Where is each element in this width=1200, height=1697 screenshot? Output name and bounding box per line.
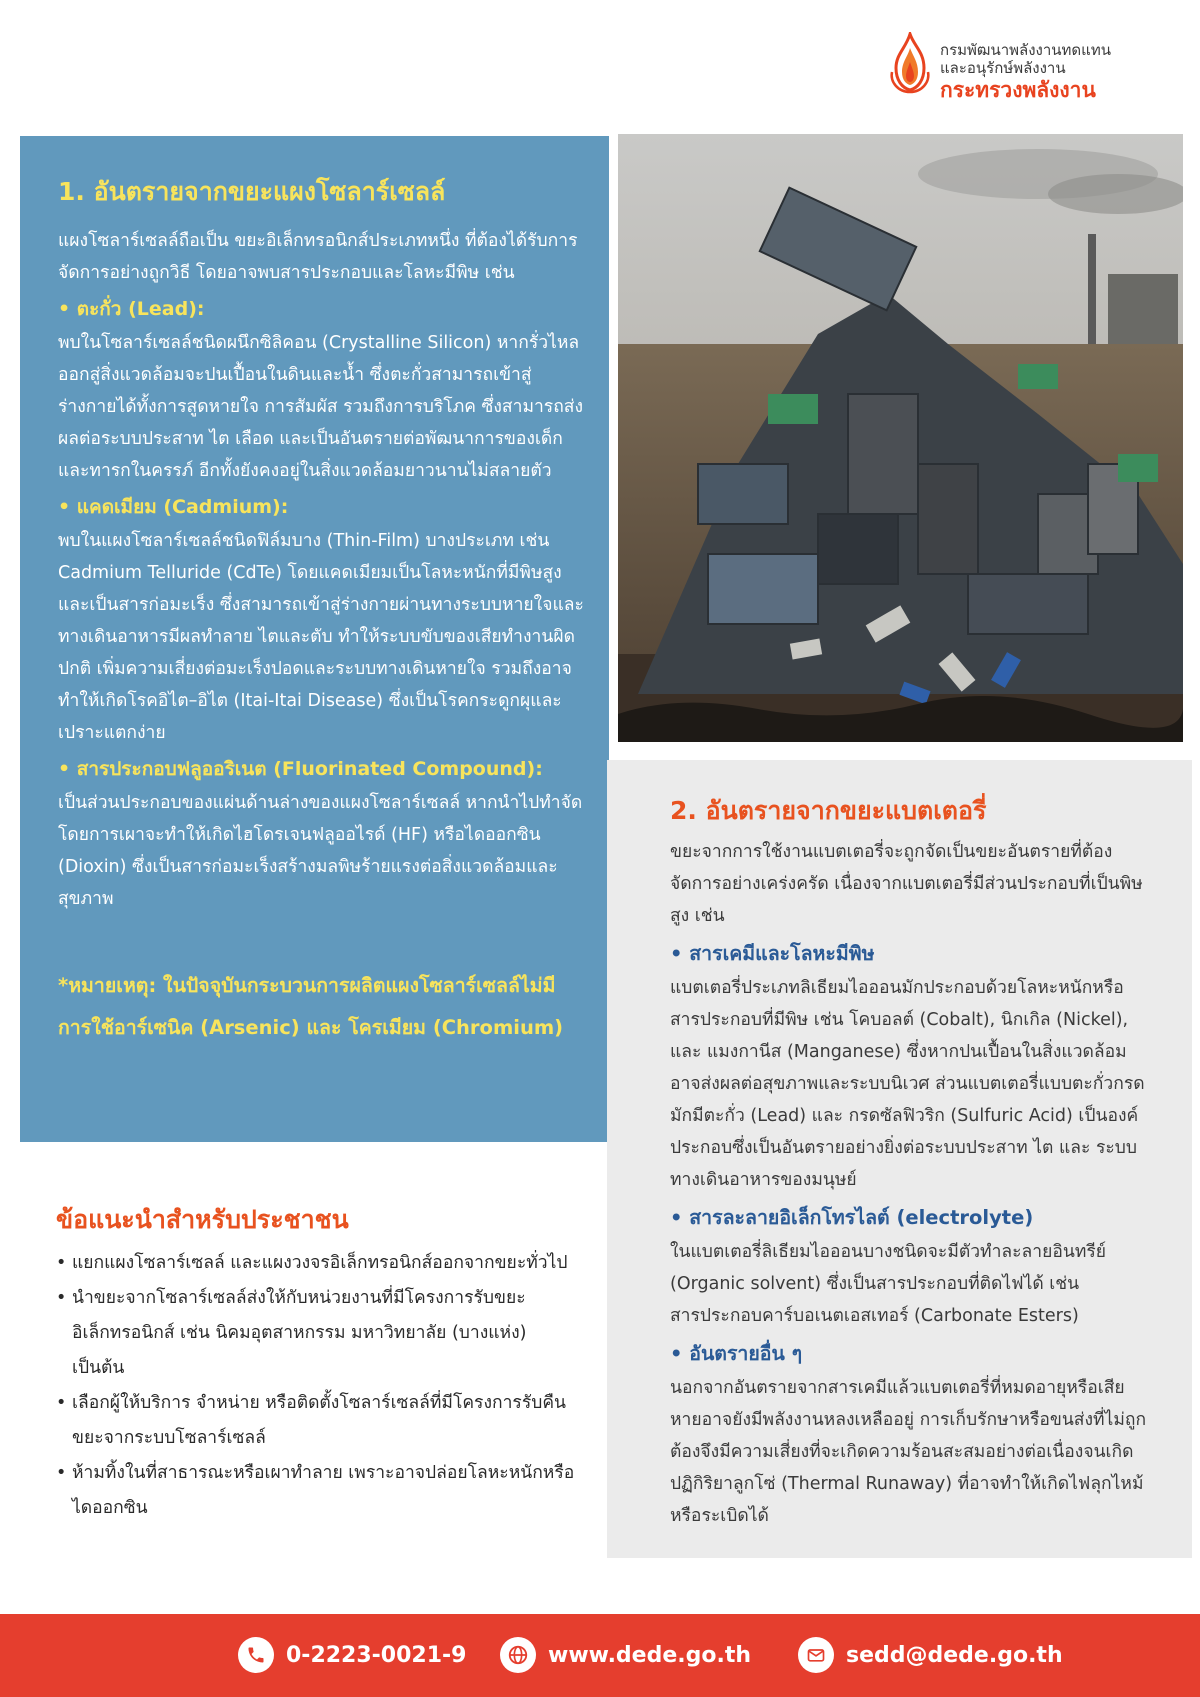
advice-item: • นำขยะจากโซลาร์เซลล์ส่งให้กับหน่วยงานที่มีโครงการรับขยะอิเล็กทรอนิกส์ เช่น นิคมอุตสาหกรรม มหาวิทยาลัย (บางแห่ง) เป็นต้น	[56, 1281, 576, 1386]
email-address: sedd@dede.go.th	[846, 1642, 1063, 1668]
dede-logo	[888, 30, 1168, 100]
solar-hazard-panel	[20, 136, 609, 1142]
ewaste-photo	[618, 134, 1183, 742]
advice-item: • ห้ามทิ้งในที่สาธารณะหรือเผาทำลาย เพราะอาจปล่อยโลหะหนักหรือไดออกซิน	[56, 1456, 576, 1526]
flame-logo-icon	[888, 32, 932, 94]
solar-title: 1. อันตรายจากขยะแผงโซลาร์เซลล์	[58, 177, 446, 206]
other-hazards-text: นอกจากอันตรายจากสารเคมีแล้วแบตเตอรี่ที่หมดอายุหรือเสียหายอาจยังมีพลังงานหลงเหลืออยู่ การเก็บรักษาหรือขนส่งที่ไม่ถูกต้องจึงมีความเสี่ยงที่จะเกิดความร้อนสะสมอย่างต่อเนื่องจนเกิดปฏิกิริยาลูกโซ่ (Thermal Runaway) ที่อาจทำให้เกิดไฟลุกไหม้หรือระเบิดได้	[670, 1378, 1147, 1526]
logo-ministry: กระทรวงพลังงาน	[940, 78, 1096, 102]
logo-line-1: กรมพัฒนาพลังงานทดแทน	[940, 41, 1111, 59]
phone-contact[interactable]	[238, 1635, 466, 1675]
battery-intro: ขยะจากการใช้งานแบตเตอรี่จะถูกจัดเป็นขยะอันตรายที่ต้องจัดการอย่างเคร่งครัด เนื่องจากแบตเตอรี่มีส่วนประกอบที่เป็นพิษสูง เช่น	[670, 842, 1143, 926]
fluorinated-heading: • สารประกอบฟลูออริเนต (Fluorinated Compound):	[58, 757, 543, 780]
advice-item: • เลือกผู้ให้บริการ จำหน่าย หรือติดตั้งโซลาร์เซลล์ที่มีโครงการรับคืนขยะจากระบบโซลาร์เซลล์	[56, 1386, 576, 1456]
email-link[interactable]	[798, 1635, 1063, 1675]
fluorinated-text: เป็นส่วนประกอบของแผ่นด้านล่างของแผงโซลาร์เซลล์ หากนำไปทำจัดโดยการเผาจะทำให้เกิดไฮโดรเจนฟลูออไรด์ (HF) หรือไดออกซิน (Dioxin) ซึ่งเป็นสารก่อมะเร็งสร้างมลพิษร้ายแรงต่อสิ่งแวดล้อมและสุขภาพ	[58, 792, 583, 909]
mail-icon	[798, 1637, 834, 1673]
website-link[interactable]	[500, 1635, 751, 1675]
lead-text: พบในโซลาร์เซลล์ชนิดผนึกซิลิคอน (Crystalline Silicon) หากรั่วไหลออกสู่สิ่งแวดล้อมจะปนเปื้อนในดินและน้ำ ซึ่งตะกั่วสามารถเข้าสู่ร่างกายได้ทั้งการสูดหายใจ การสัมผัส รวมถึงการบริโภค ซึ่งสามารถส่งผลต่อระบบประสาท ไต เลือด และเป็นอันตรายต่อพัฒนาการของเด็กและทารกในครรภ์ อีกทั้งยังคงอยู่ในสิ่งแวดล้อมยาวนานไม่สลายตัว	[58, 332, 584, 481]
electrolyte-text: ในแบตเตอรี่ลิเธียมไอออนบางชนิดจะมีตัวทำละลายอินทรีย์ (Organic solvent) ซึ่งเป็นสารประกอบที่ติดไฟได้ เช่น สารประกอบคาร์บอเนตเอสเทอร์ (Carbonate Esters)	[670, 1242, 1107, 1326]
public-advice	[56, 1200, 576, 1526]
phone-number: 0-2223-0021-9	[286, 1642, 467, 1668]
cadmium-text: พบในแผงโซลาร์เซลล์ชนิดฟิล์มบาง (Thin-Film) บางประเภท เช่น Cadmium Telluride (CdTe) โดยแคดเมียมเป็นโลหะหนักที่มีพิษสูงและเป็นสารก่อมะเร็ง ซึ่งสามารถเข้าสู่ร่างกายผ่านทางระบบหายใจและทางเดินอาหารมีผลทำลาย ไตและตับ ทำให้ระบบขับของเสียทำงานผิดปกติ เพิ่มความเสี่ยงต่อมะเร็งปอดและระบบทางเดินหายใจ รวมถึงอาจทำให้เกิดโรคอิไต–อิไต (Itai-Itai Disease) ซึ่งเป็นโรคกระดูกผุและเปราะแตกง่าย	[58, 530, 584, 743]
website-url: www.dede.go.th	[548, 1642, 752, 1668]
advice-title: ข้อแนะนำสำหรับประชาชน	[56, 1205, 349, 1234]
contact-footer	[0, 1614, 1200, 1697]
solar-intro: แผงโซลาร์เซลล์ถือเป็น ขยะอิเล็กทรอนิกส์ประเภทหนึ่ง ที่ต้องได้รับการจัดการอย่างถูกวิธี โดยอาจพบสารประกอบและโลหะมีพิษ เช่น	[58, 230, 578, 283]
toxic-metals-heading: • สารเคมีและโลหะมีพิษ	[670, 942, 875, 965]
battery-title: 2. อันตรายจากขยะแบตเตอรี่	[670, 796, 987, 825]
advice-item: • แยกแผงโซลาร์เซลล์ และแผงวงจรอิเล็กทรอนิกส์ออกจากขยะทั่วไป	[56, 1246, 576, 1281]
toxic-metals-text: แบตเตอรี่ประเภทลิเธียมไอออนมักประกอบด้วยโลหะหนักหรือสารประกอบที่มีพิษ เช่น โคบอลต์ (Cobalt), นิกเกิล (Nickel), และ แมงกานีส (Manganese) ซึ่งหากปนเปื้อนในสิ่งแวดล้อมอาจส่งผลต่อสุขภาพและระบบนิเวศ ส่วนแบตเตอรี่แบบตะกั่วกรดมักมีตะกั่ว (Lead) และ กรดซัลฟิวริก (Sulfuric Acid) เป็นองค์ประกอบซึ่งเป็นอันตรายอย่างยิ่งต่อระบบประสาท ไต และ ระบบทางเดินอาหารของมนุษย์	[670, 978, 1145, 1190]
battery-hazard-panel	[607, 760, 1192, 1558]
globe-icon	[500, 1637, 536, 1673]
solar-note: *หมายเหตุ: ในปัจจุบันกระบวนการผลิตแผงโซลาร์เซลล์ไม่มีการใช้อาร์เซนิค (Arsenic) และ โครเมียม (Chromium)	[58, 973, 564, 1039]
cadmium-heading: • แคดเมียม (Cadmium):	[58, 495, 289, 518]
lead-heading: • ตะกั่ว (Lead):	[58, 297, 205, 320]
other-hazards-heading: • อันตรายอื่น ๆ	[670, 1342, 803, 1365]
electrolyte-heading: • สารละลายอิเล็กโทรไลต์ (electrolyte)	[670, 1206, 1034, 1229]
logo-line-2: และอนุรักษ์พลังงาน	[940, 59, 1066, 77]
advice-list	[56, 1246, 576, 1526]
phone-icon	[238, 1637, 274, 1673]
